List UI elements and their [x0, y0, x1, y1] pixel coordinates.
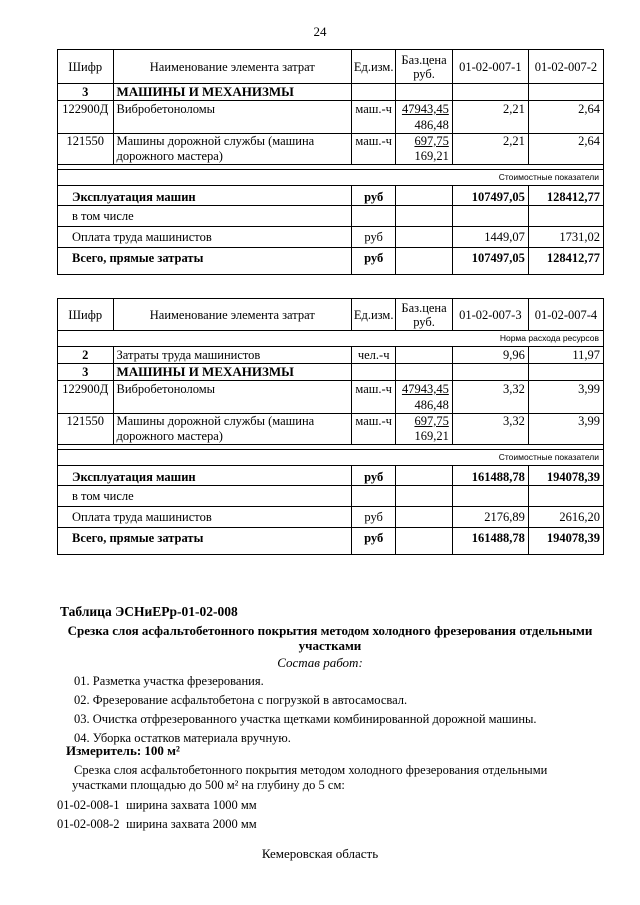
- table-header-row: [58, 299, 604, 331]
- resource-value: 2,21: [452, 101, 528, 134]
- labor-value: 9,96: [452, 347, 528, 364]
- codes-list: [57, 796, 257, 834]
- summary-value: 194078,39: [528, 466, 603, 486]
- norm-caption: Норма расхода ресурсов: [58, 331, 604, 347]
- summary-value: 161488,78: [452, 466, 528, 486]
- resource-code: 121550: [58, 414, 114, 445]
- resource-price: 697,75 169,21: [396, 134, 453, 165]
- page-number: 24: [313, 24, 327, 39]
- resource-value: 2,64: [528, 134, 603, 165]
- resource-unit: маш.-ч: [352, 101, 396, 134]
- summary-unit: руб: [352, 227, 396, 248]
- summary-label: Эксплуатация машин: [58, 466, 352, 486]
- summary-value: 2616,20: [528, 507, 603, 528]
- section-number: 3: [58, 84, 114, 101]
- resource-value: 3,32: [452, 381, 528, 414]
- list-item: [57, 815, 257, 834]
- resource-value: 2,21: [452, 134, 528, 165]
- resource-code: 122900Д: [58, 101, 114, 134]
- cost-caption: Стоимостные показатели: [58, 450, 604, 466]
- resource-value: 3,32: [452, 414, 528, 445]
- summary-row: [58, 206, 604, 227]
- resource-value: 3,99: [528, 381, 603, 414]
- summary-label: Эксплуатация машин: [58, 186, 352, 206]
- resource-name: Машины дорожной службы (машина дорожного мастера): [113, 414, 352, 445]
- list-item: 01. Разметка участка фрезерования.: [74, 674, 264, 688]
- resource-name: Вибробетоноломы: [113, 101, 352, 134]
- resource-table-1: [57, 49, 604, 275]
- total-unit: руб: [352, 248, 396, 275]
- work-composition-heading: Состав работ:: [277, 655, 363, 670]
- header-unit: Ед.изм.: [352, 299, 396, 331]
- total-value: 107497,05: [452, 248, 528, 275]
- resource-value: 2,64: [528, 101, 603, 134]
- total-value: 128412,77: [528, 248, 603, 275]
- total-row: [58, 248, 604, 275]
- summary-row: [58, 227, 604, 248]
- section-title: МАШИНЫ И МЕХАНИЗМЫ: [113, 84, 352, 101]
- measure-unit: Измеритель: 100 м²: [66, 743, 180, 758]
- labor-row: [58, 347, 604, 364]
- header-unit: Ед.изм.: [352, 50, 396, 84]
- resource-name: Вибробетоноломы: [113, 381, 352, 414]
- cost-caption: Стоимостные показатели: [58, 170, 604, 186]
- resource-value: 3,99: [528, 414, 603, 445]
- labor-unit: чел.-ч: [352, 347, 396, 364]
- caption-row: [58, 331, 604, 347]
- table-header-row: [58, 50, 604, 84]
- description: [74, 763, 594, 793]
- summary-value: 107497,05: [452, 186, 528, 206]
- table-row: [58, 134, 604, 165]
- header-name: Наименование элемента затрат: [113, 299, 352, 331]
- summary-row: [58, 186, 604, 206]
- labor-number: 2: [58, 347, 114, 364]
- resource-price: 47943,45 486,48: [396, 101, 453, 134]
- summary-row: [58, 507, 604, 528]
- header-col-b: 01-02-007-4: [528, 299, 603, 331]
- header-code: Шифр: [58, 299, 114, 331]
- resource-code: 122900Д: [58, 381, 114, 414]
- total-value: 194078,39: [528, 528, 603, 555]
- summary-value: 1449,07: [452, 227, 528, 248]
- header-price: Баз.цена руб.: [396, 50, 453, 84]
- labor-name: Затраты труда машинистов: [113, 347, 352, 364]
- total-label: Всего, прямые затраты: [58, 528, 352, 555]
- summary-row: [58, 466, 604, 486]
- section-row: [58, 84, 604, 101]
- table-row: [58, 381, 604, 414]
- header-col-a: 01-02-007-1: [452, 50, 528, 84]
- summary-label: Оплата труда машинистов: [58, 507, 352, 528]
- summary-value: 2176,89: [452, 507, 528, 528]
- footer-region: Кемеровская область: [261, 846, 379, 861]
- table-row: [58, 101, 604, 134]
- summary-unit: руб: [352, 507, 396, 528]
- summary-value: 1731,02: [528, 227, 603, 248]
- header-col-a: 01-02-007-3: [452, 299, 528, 331]
- table-subtitle: Срезка слоя асфальтобетонного покрытия методом холодного фрезерования отдельными участками: [67, 623, 593, 653]
- summary-value: 128412,77: [528, 186, 603, 206]
- list-item: 04. Уборка остатков материала вручную.: [74, 731, 291, 745]
- table-row: [58, 414, 604, 445]
- description-line: участками площадью до 500 м² на глубину до 5 см:: [72, 778, 345, 792]
- list-item: [57, 796, 257, 815]
- header-name: Наименование элемента затрат: [113, 50, 352, 84]
- caption-row: [58, 450, 604, 466]
- summary-label: Оплата труда машинистов: [58, 227, 352, 248]
- section-row: [58, 364, 604, 381]
- resource-price: 47943,45 486,48: [396, 381, 453, 414]
- item-code: 01-02-008-2: [57, 817, 120, 831]
- total-value: 161488,78: [452, 528, 528, 555]
- list-item: 02. Фрезерование асфальтобетона с погрузкой в автосамосвал.: [74, 693, 408, 707]
- summary-row: [58, 486, 604, 507]
- header-price: Баз.цена руб.: [396, 299, 453, 331]
- list-item: 03. Очистка отфрезерованного участка щетками комбинированной дорожной машины.: [74, 712, 537, 726]
- resource-price: 697,75 169,21: [396, 414, 453, 445]
- operations-list: [74, 672, 537, 748]
- header-code: Шифр: [58, 50, 114, 84]
- item-text: ширина захвата 1000 мм: [126, 798, 257, 812]
- resource-table-2: [57, 298, 604, 555]
- item-code: 01-02-008-1: [57, 798, 120, 812]
- resource-unit: маш.-ч: [352, 381, 396, 414]
- header-col-b: 01-02-007-2: [528, 50, 603, 84]
- resource-unit: маш.-ч: [352, 134, 396, 165]
- resource-unit: маш.-ч: [352, 414, 396, 445]
- labor-value: 11,97: [528, 347, 603, 364]
- table-title: Таблица ЭСНиЕРр-01-02-008: [60, 604, 238, 619]
- total-row: [58, 528, 604, 555]
- summary-label: в том числе: [58, 206, 352, 227]
- summary-label: в том числе: [58, 486, 352, 507]
- description-line: Срезка слоя асфальтобетонного покрытия методом холодного фрезерования отдельными: [74, 763, 548, 777]
- resource-name: Машины дорожной службы (машина дорожного мастера): [113, 134, 352, 165]
- item-text: ширина захвата 2000 мм: [126, 817, 257, 831]
- summary-unit: руб: [352, 186, 396, 206]
- summary-unit: руб: [352, 466, 396, 486]
- total-unit: руб: [352, 528, 396, 555]
- total-label: Всего, прямые затраты: [58, 248, 352, 275]
- resource-code: 121550: [58, 134, 114, 165]
- section-title: МАШИНЫ И МЕХАНИЗМЫ: [113, 364, 352, 381]
- section-number: 3: [58, 364, 114, 381]
- caption-row: [58, 170, 604, 186]
